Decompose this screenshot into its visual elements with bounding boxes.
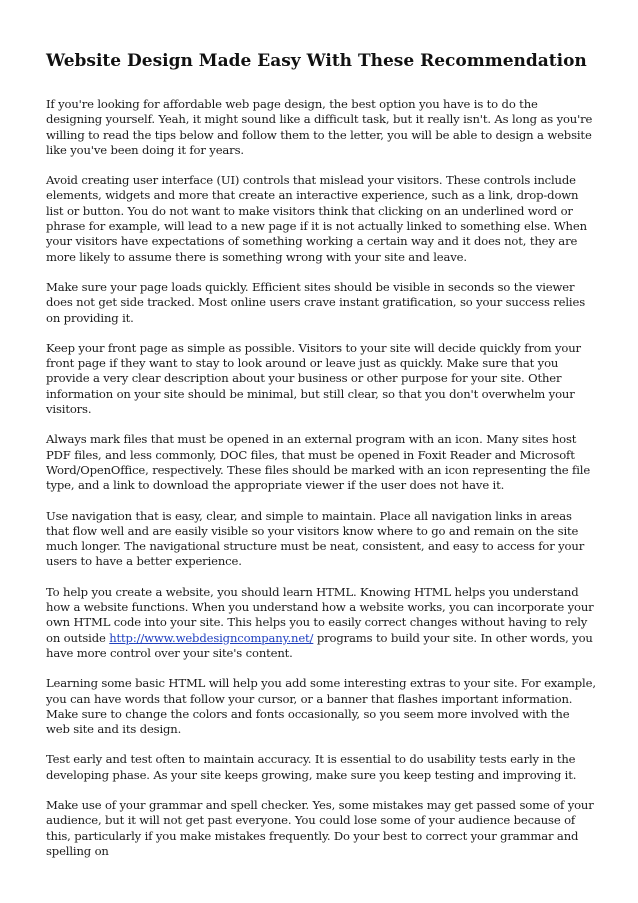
paragraph-testing: Test early and test often to maintain accuracy. It is essential to do usability tests early in the developing phase. As your site keeps growing, make sure you keep testing and improving it. (46, 752, 577, 782)
paragraph-file-icons: Always mark files that must be opened in an external program with an icon. Many sites host PDF files, and less commonly, DOC files, that must be opened in Foxit Reader and Microsoft Word/OpenOffice, respectively. These files should be marked with an icon representing the file type, and a link to download the appropriate viewer if the user does not have it. (46, 432, 591, 493)
paragraph-page-load: Make sure your page loads quickly. Efficient sites should be visible in seconds so the viewer does not get side tracked. Most online users crave instant gratification, so your success relies on providing it. (46, 279, 586, 325)
paragraph-navigation: Use navigation that is easy, clear, and simple to maintain. Place all navigation links in areas that flow well and are easily visible so your visitors know where to go and remain on the site much longer. The navigational structure must be neat, consistent, and easy to access for your users to have a better experience. (46, 508, 585, 569)
paragraph-learn-html (46, 585, 596, 661)
document-body (46, 97, 596, 874)
webdesigncompany-link[interactable]: http://www.webdesigncompany.net/ (109, 630, 314, 645)
paragraph-front-page: Keep your front page as simple as possible. Visitors to your site will decide quickly from your front page if they want to stay to look around or leave just as quickly. Make sure that you provide a very clear description about your business or other purpose for your site. Other information on your site should be minimal, but still clear, so that you don't overwhelm your visitors. (46, 340, 581, 417)
paragraph-ui-controls: Avoid creating user interface (UI) controls that mislead your visitors. These controls include elements, widgets and more that create an interactive experience, such as a link, drop-down list or button. You do not want to make visitors think that clicking on an underlined word or phrase for example, will lead to a new page if it is not actually linked to something else. When your visitors have expectations of something working a certain way and it does not, they are more likely to assume there is something wrong with your site and leave. (46, 173, 587, 264)
html-paragraph-text-after: programs to build your site. In other words, you have more control over your site's content. (46, 630, 593, 660)
paragraph-intro: If you're looking for affordable web page design, the best option you have is to do the designing yourself. Yeah, it might sound like a difficult task, but it really isn't. As long as you're willing to read the tips below and follow them to the letter, you will be able to design a website like you've been doing it for years. (46, 97, 593, 157)
document-title: Website Design Made Easy With These Recommendation (46, 51, 587, 71)
html-paragraph-text-before: To help you create a website, you should learn HTML. Knowing HTML helps you understand how a website functions. When you understand how a website works, you can incorporate your own HTML code into your site. This helps you to easily correct changes without having to rely on outside (46, 584, 594, 645)
paragraph-html-extras: Learning some basic HTML will help you add some interesting extras to your site. For example, you can have words that follow your cursor, or a banner that flashes important information. Make sure to change the colors and fonts occasionally, so you seem more involved with the web site and its design. (46, 676, 596, 737)
paragraph-grammar: Make use of your grammar and spell checker. Yes, some mistakes may get passed some of your audience, but it will not get past everyone. You could lose some of your audience because of this, particularly if you make mistakes frequently. Do your best to correct your grammar and spelling on (46, 797, 594, 858)
